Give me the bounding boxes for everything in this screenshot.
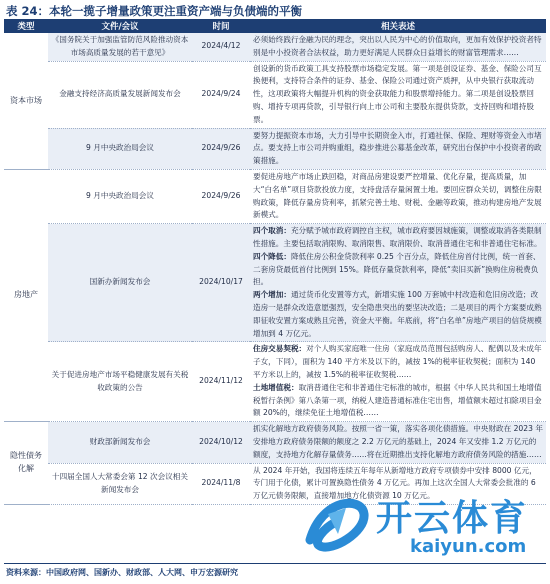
statement-cell: [250, 422, 546, 463]
table-row: [4, 33, 546, 61]
document-cell: 9 月中央政治局会议: [48, 128, 192, 169]
header-type: 类型: [4, 19, 48, 33]
statement-cell: [250, 463, 546, 504]
statement-cell: [250, 342, 546, 422]
header-statement: 相关表述: [250, 19, 546, 33]
table-header-row: [4, 19, 546, 33]
document-cell: 《国务院关于加强监管防范风险推动资本市场高质量发展的若干意见》: [48, 33, 192, 61]
statement-text: 对个人购买家庭唯一住房（家庭成员范围包括购房人、配偶以及未成年子女，下同），面积为 140 平方米及以下的，减按 1%的税率征收契税；面积为 140 平方米以上的，减按 1.5%的税率征收契税……: [253, 344, 542, 379]
date-cell: 2024/9/26: [192, 128, 250, 169]
statement-text: 取消普通住宅和非普通住宅标准的城市，根据《中华人民共和国土地增值税暂行条例》第八条第一项，纳税人建造普通标准住宅出售，增值额未超过扣除项目金额 20%的，继续免征土地增值税……: [253, 382, 542, 418]
statement-paragraph: [253, 465, 543, 503]
statement-cell: [250, 169, 546, 223]
category-cell: 资本市场: [4, 33, 48, 169]
statement-lead: 两个增加：: [253, 290, 291, 300]
header-date: 时间: [192, 19, 250, 33]
statement-lead: 四个取消：: [253, 226, 291, 236]
statement-paragraph: [253, 382, 543, 420]
statement-text: 通过货币化安置等方式，新增实施 100 万套城中村改造和危旧房改造；改造房一是群众改造意愿强烈，安全隐患突出的要坚决改造；二是项目的两个方案要成熟即征收安置方案成熟且完善，资金大平衡。年底前，将“白名单”房地产项目的信贷规模增加到 4 万亿元。: [253, 290, 542, 338]
table-row: [4, 342, 546, 422]
statement-text: 必须始终践行金融为民的理念，突出以人民为中心的价值取向，更加有效保护投资者特别是中小投资者合法权益，助力更好满足人民群众日益增长的财富管理需求……: [253, 35, 542, 57]
category-cell: 房地产: [4, 169, 48, 421]
statement-cell: [250, 128, 546, 169]
document-cell: 十四届全国人大常委会第 12 次会议相关新闻发布会: [48, 463, 192, 504]
statement-paragraph: [253, 343, 543, 381]
statement-paragraph: [253, 171, 543, 222]
policy-table: [4, 19, 546, 505]
date-cell: 2024/11/12: [192, 342, 250, 422]
source-note: 资料来源：中国政府网、国新办、财政部、人大网、申万宏源研究: [6, 568, 238, 577]
statement-text: 从 2024 年开始，我国将连续五年每年从新增地方政府专项债券中安排 8000 亿元，专门用于化债，累计可置换隐性债务 4 万亿元。再加上这次全国人大常委会批准的 6 万亿元债务限额，直接增加地方化债资源 10 万亿元。: [253, 465, 537, 501]
watermark-en-text: kaiyun.com: [410, 536, 527, 557]
table-row: [4, 463, 546, 504]
statement-lead: 四个降低：: [253, 251, 291, 261]
table-title: 表 24：本轮一揽子增量政策更注重资产端与负债端的平衡: [6, 4, 303, 18]
header-document: 文件/会议: [48, 19, 192, 33]
statement-cell: [250, 33, 546, 61]
date-cell: 2024/9/24: [192, 61, 250, 128]
table-row: [4, 224, 546, 342]
statement-text: 降低住房公积金贷款利率 0.25 个百分点，降低住房首付比例，统一首套、二套房贷最低首付比例到 15%。降低存量贷款利率，降低“卖旧买新”换购住房税费负担。: [253, 251, 541, 287]
statement-paragraph: [253, 251, 543, 289]
statement-cell: [250, 61, 546, 128]
statement-text: 创设新的货币政策工具支持股票市场稳定发展。第一项是创设证券、基金、保险公司互换便利，支持符合条件的证券、基金、保险公司通过资产质押，从中央银行获取流动性，这项政策将大幅提升机构的资金获取能力和股票增持能力。第二项是创设股票回购、增持专项再贷款，引导银行向上市公司和主要股东提供贷款，支持回购和增持股票。: [253, 63, 542, 124]
date-cell: 2024/4/12: [192, 33, 250, 61]
statement-text: 要努力提振资本市场，大力引导中长期资金入市，打通社保、保险、理财等资金入市堵点。要支持上市公司并购重组，稳步推进公募基金改革，研究出台保护中小投资者的政策措施。: [253, 130, 542, 166]
statement-paragraph: [253, 289, 543, 340]
table-row: [4, 169, 546, 223]
document-cell: 国新办新闻发布会: [48, 224, 192, 342]
date-cell: 2024/11/8: [192, 463, 250, 504]
category-cell: 隐性债务化解: [4, 422, 48, 505]
statement-paragraph: [253, 225, 543, 251]
statement-paragraph: [253, 63, 543, 127]
footer-rule: [4, 563, 546, 564]
statement-text: 充分赋予城市政府调控自主权，城市政府要因城施策，调整或取消各类限制性措施。主要包括取消限购、取消限售、取消限价、取消普通住宅和非普通住宅标准。: [253, 226, 542, 248]
date-cell: 2024/9/26: [192, 169, 250, 223]
date-cell: 2024/10/12: [192, 422, 250, 463]
document-cell: 财政部新闻发布会: [48, 422, 192, 463]
table-row: [4, 61, 546, 128]
watermark-cn-text: 开云体育: [376, 498, 529, 539]
statement-paragraph: [253, 423, 543, 461]
statement-cell: [250, 224, 546, 342]
table-row: [4, 128, 546, 169]
document-cell: 9 月中央政治局会议: [48, 169, 192, 223]
statement-text: 要促进房地产市场止跌回稳，对商品房建设要严控增量、优化存量，提高质量，加大“白名单”项目贷款投放力度，支持盘活存量闲置土地。要回应群众关切，调整住房限购政策，降低存量房贷利率，抓紧完善土地、财税、金融等政策，推动构建房地产发展新模式。: [253, 171, 542, 220]
statement-lead: 住房交易契税：: [253, 344, 307, 354]
table-row: [4, 422, 546, 463]
statement-lead: 土地增值税：: [253, 382, 299, 392]
date-cell: 2024/10/17: [192, 224, 250, 342]
document-cell: 金融支持经济高质量发展新闻发布会: [48, 61, 192, 128]
statement-paragraph: [253, 130, 543, 168]
document-cell: 关于促进房地产市场平稳健康发展有关税收政策的公告: [48, 342, 192, 422]
statement-text: 抓实化解地方政府债务风险。按照一省一策，落实各项化债措施。中央财政在 2023 年安排地方政府债务限额的额度之 2.2 万亿元的基础上，2024 年又安排 1.2 万亿元的额度，支持地方化解存量债务……将在近期推出支持化解地方政府债务风险的措施……: [253, 424, 543, 459]
statement-paragraph: [253, 34, 543, 60]
